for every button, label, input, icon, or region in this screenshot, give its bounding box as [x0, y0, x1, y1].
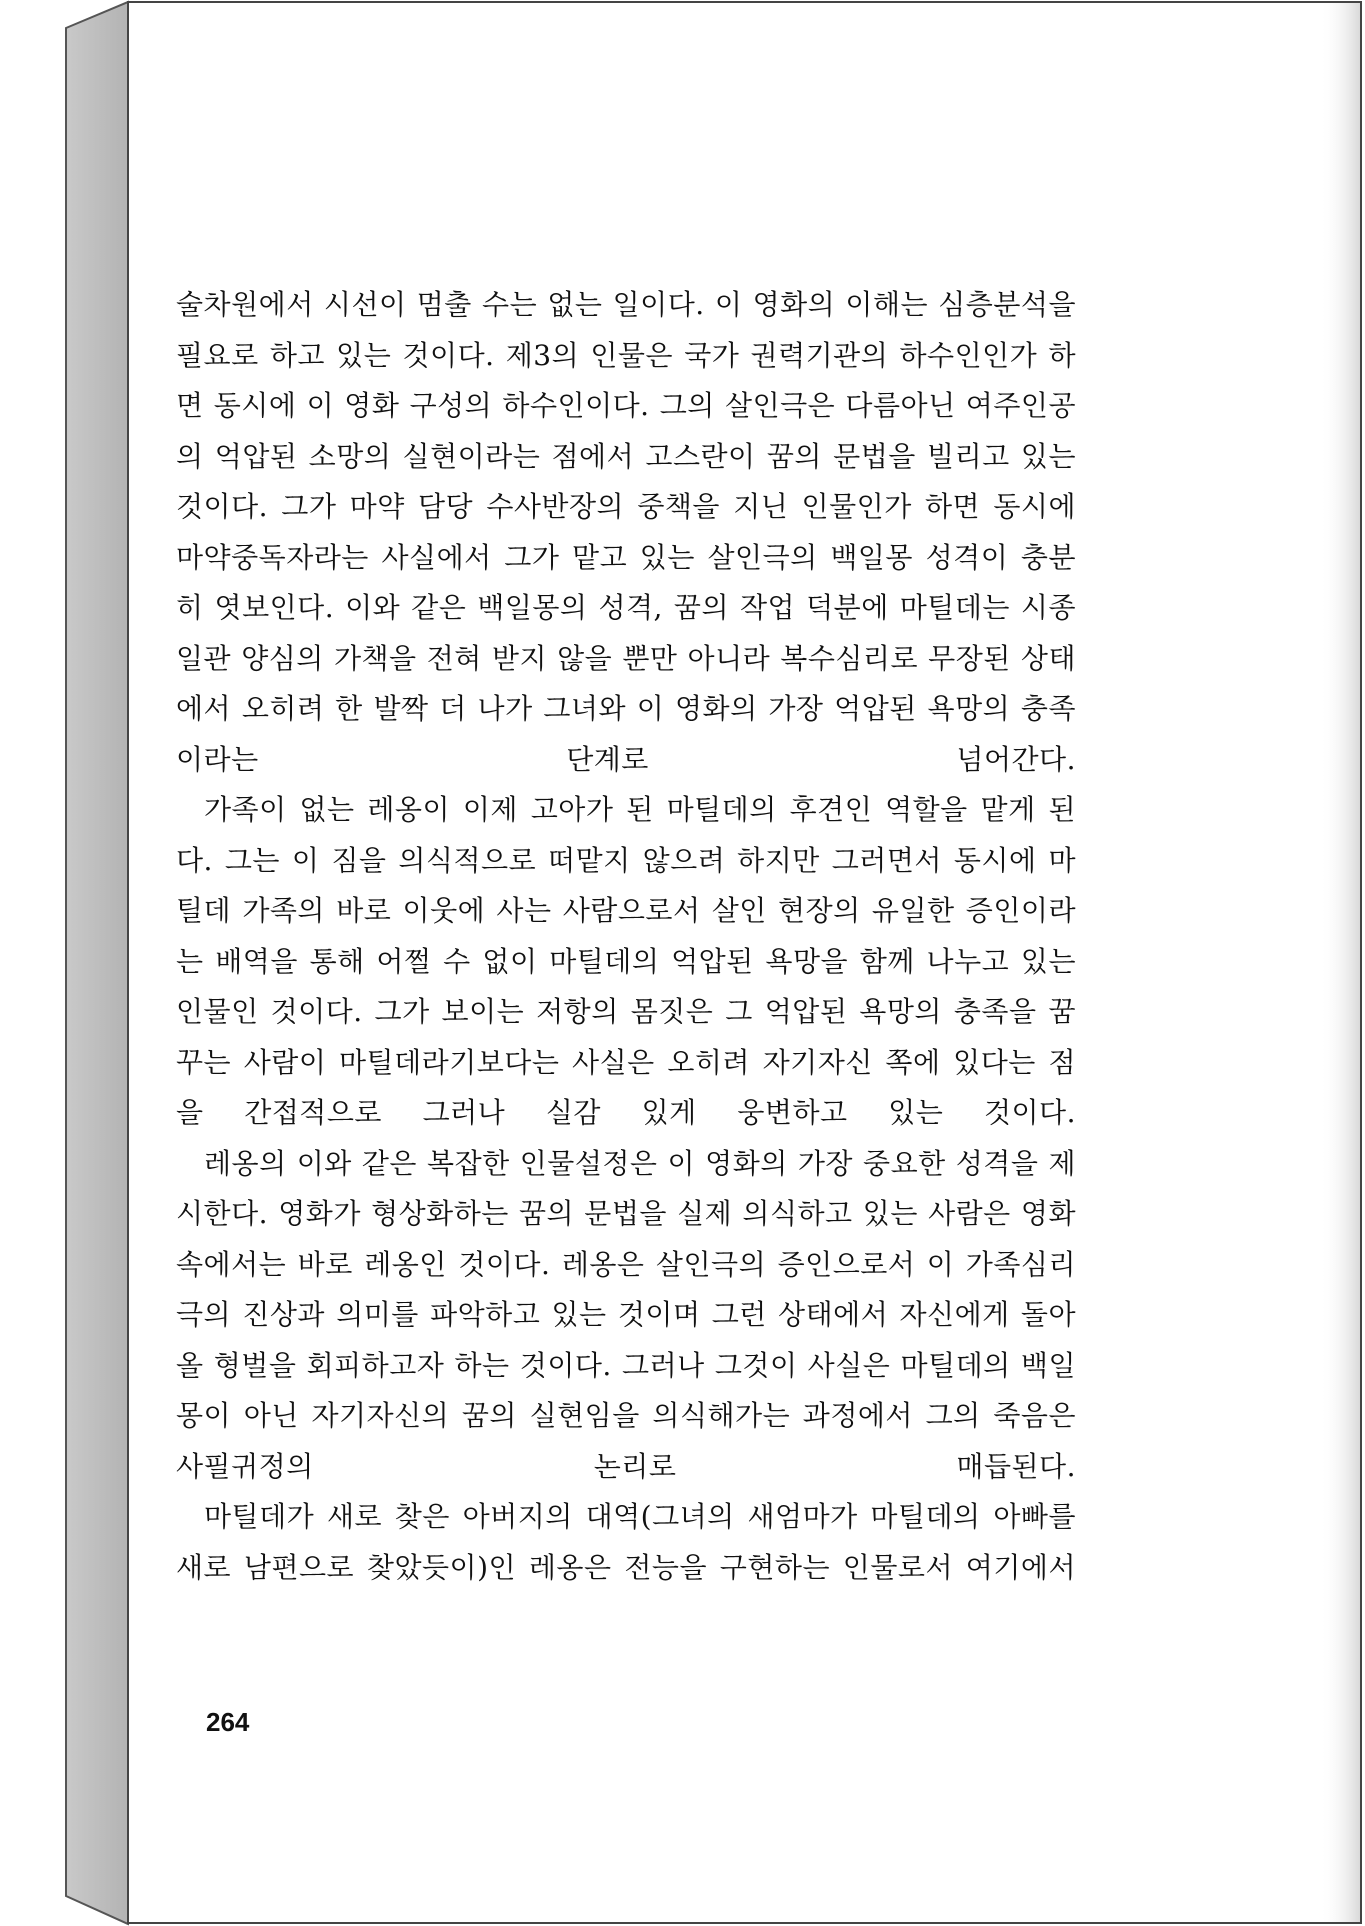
- paragraph-1: 술차원에서 시선이 멈출 수는 없는 일이다. 이 영화의 이해는 심층분석을 필요로 하고 있는 것이다. 제3의 인물은 국가 권력기관의 하수인인가 하면 동시에 이 영화 구성의 하수인이다. 그의 살인극은 다름아닌 여주인공의 억압된 소망의 실현이라는 점에서 고스란이 꿈의 문법을 빌리고 있는 것이다. 그가 마약 담당 수사반장의 중책을 지닌 인물인가 하면 동시에 마약중독자라는 사실에서 그가 맡고 있는 살인극의 백일몽 성격이 충분히 엿보인다. 이와 같은 백일몽의 성격, 꿈의 작업 덕분에 마틸데는 시종일관 양심의 가책을 전혀 받지 않을 뿐만 아니라 복수심리로 무장된 상태에서 오히려 한 발짝 더 나가 그녀와 이 영화의 가장 억압된 욕망의 충족이라는 단계로 넘어간다.: [176, 288, 1076, 776]
- book-spine: [66, 2, 128, 1924]
- paragraph-3: 레옹의 이와 같은 복잡한 인물설정은 이 영화의 가장 중요한 성격을 제시한다. 영화가 형상화하는 꿈의 문법을 실제 의식하고 있는 사람은 영화 속에서는 바로 레옹인 것이다. 레옹은 살인극의 증인으로서 이 가족심리극의 진상과 의미를 파악하고 있는 것이며 그런 상태에서 자신에게 돌아올 형벌을 회피하고자 하는 것이다. 그러나 그것이 사실은 마틸데의 백일몽이 아닌 자기자신의 꿈의 실현임을 의식해가는 과정에서 그의 죽음은 사필귀정의 논리로 매듭된다.: [176, 1146, 1076, 1483]
- page-number: 264: [206, 1707, 250, 1737]
- body-text: [176, 280, 1076, 1593]
- paragraph-4: 마틸데가 새로 찾은 아버지의 대역(그녀의 새엄마가 마틸데의 아빠를 새로 남편으로 찾았듯이)인 레옹은 전능을 구현하는 인물로서 여기에서: [176, 1500, 1076, 1584]
- paragraph-2: 가족이 없는 레옹이 이제 고아가 된 마틸데의 후견인 역할을 맡게 된다. 그는 이 짐을 의식적으로 떠맡지 않으려 하지만 그러면서 동시에 마틸데 가족의 바로 이웃에 사는 사람으로서 살인 현장의 유일한 증인이라는 배역을 통해 어쩔 수 없이 마틸데의 억압된 욕망을 함께 나누고 있는 인물인 것이다. 그가 보이는 저항의 몸짓은 그 억압된 욕망의 충족을 꿈꾸는 사람이 마틸데라기보다는 사실은 오히려 자기자신 쪽에 있다는 점을 간접적으로 그러나 실감 있게 웅변하고 있는 것이다.: [176, 793, 1076, 1129]
